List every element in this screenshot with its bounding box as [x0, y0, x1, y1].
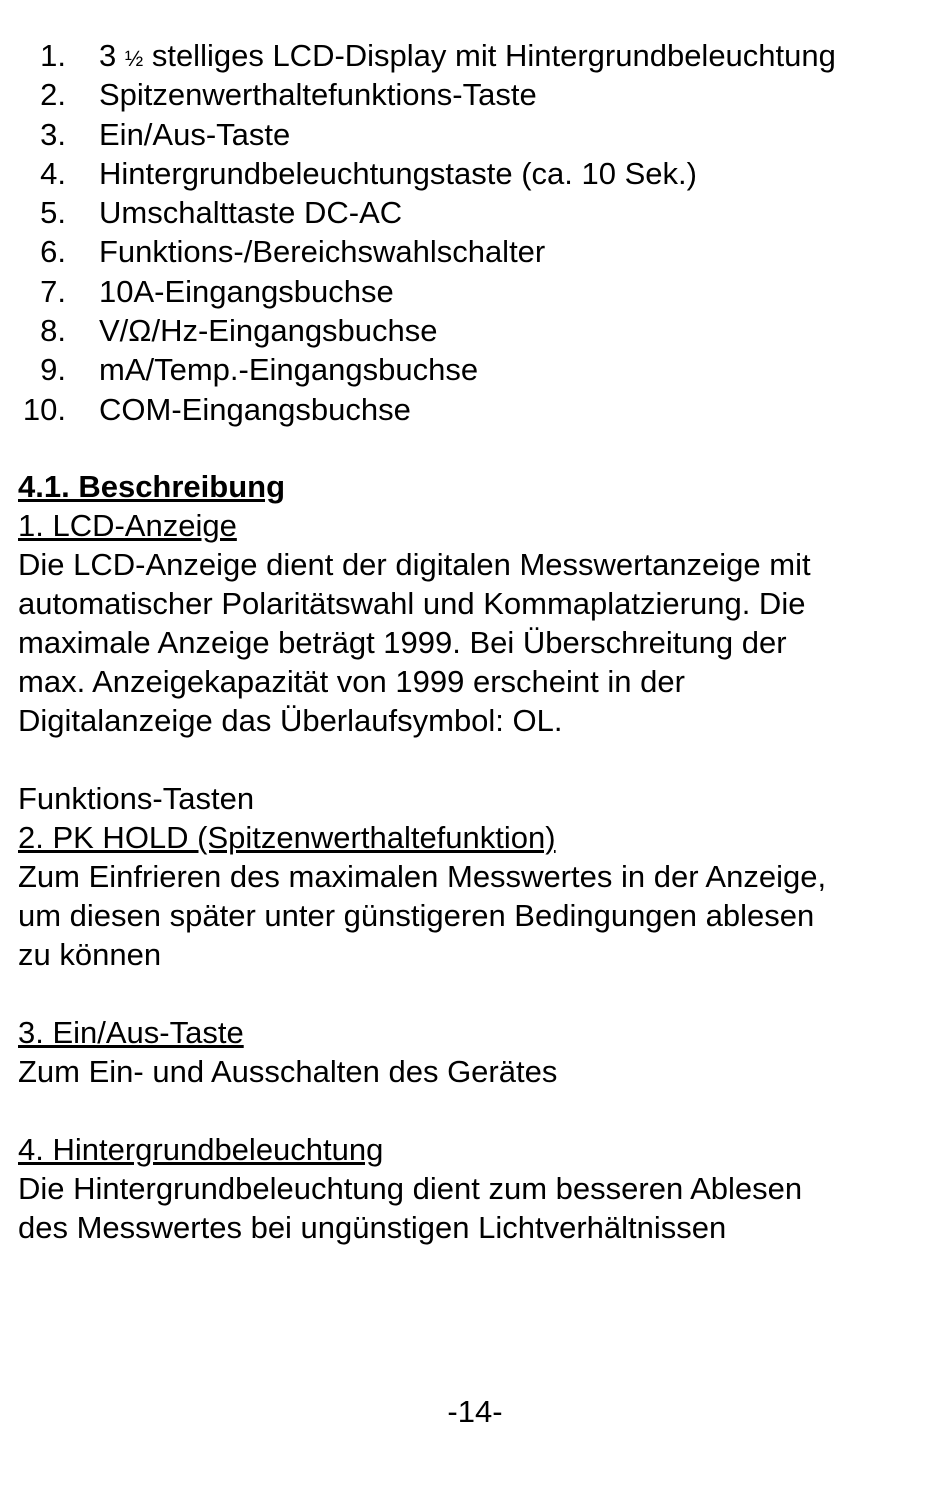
item-prefix: 3: [99, 38, 125, 73]
spacer: [18, 974, 928, 1013]
list-item: [0, 390, 950, 429]
list-item: [0, 115, 950, 154]
lcd-line: automatischer Polaritätswahl und Kommaplatzierung. Die: [18, 586, 806, 621]
power-key-title: 3. Ein/Aus-Taste: [18, 1015, 244, 1050]
section-heading: 4.1. Beschreibung: [18, 469, 286, 504]
item-label: COM-Eingangsbuchse: [99, 391, 411, 427]
backlight-line: des Messwertes bei ungünstigen Lichtverhältnissen: [18, 1210, 727, 1245]
item-label: mA/Temp.-Eingangsbuchse: [99, 352, 479, 388]
keys-label: Funktions-Tasten: [18, 781, 255, 816]
item-number: 4.: [40, 155, 66, 191]
power-key-line: Zum Ein- und Ausschalten des Gerätes: [18, 1054, 558, 1089]
pk-hold-line: zu können: [18, 937, 162, 972]
pk-hold-line: um diesen später unter günstigeren Bedingungen ablesen: [18, 898, 815, 933]
lcd-line: maximale Anzeige beträgt 1999. Bei Überschreitung der: [18, 625, 787, 660]
list-item: [0, 75, 950, 114]
list-item: [0, 272, 950, 311]
item-number: 3.: [40, 116, 66, 152]
fraction-half: ½: [124, 46, 144, 71]
item-number: 8.: [40, 313, 66, 349]
list-item: [0, 311, 950, 350]
item-number: 9.: [40, 352, 66, 388]
item-label: Hintergrundbeleuchtungstaste (ca. 10 Sek.): [99, 155, 697, 191]
item-number: 5.: [40, 195, 66, 231]
list-item: [0, 350, 950, 389]
item-number: 2.: [40, 77, 66, 113]
component-list: [0, 36, 950, 429]
description-section: [18, 467, 928, 1247]
page-number: -14-: [447, 1394, 503, 1429]
item-label: stelliges LCD-Display mit Hintergrundbeleuchtung: [143, 38, 836, 73]
item-label: 10A-Eingangsbuchse: [99, 273, 394, 309]
list-item: [0, 154, 950, 193]
pk-hold-title: 2. PK HOLD (Spitzenwerthaltefunktion): [18, 820, 556, 855]
item-label: Umschalttaste DC-AC: [99, 195, 403, 231]
pk-hold-line: Zum Einfrieren des maximalen Messwertes in der Anzeige,: [18, 859, 827, 894]
list-item: [0, 36, 950, 75]
item-label: Funktions-/Bereichswahlschalter: [99, 234, 546, 270]
item-text: [99, 36, 836, 78]
item-number: 10.: [22, 391, 66, 427]
backlight-title: 4. Hintergrundbeleuchtung: [18, 1132, 384, 1167]
lcd-line: Die LCD-Anzeige dient der digitalen Messwertanzeige mit: [18, 547, 811, 582]
item-number: 6.: [40, 234, 66, 270]
list-item: [0, 232, 950, 271]
lcd-line: Digitalanzeige das Überlaufsymbol: OL.: [18, 703, 563, 738]
backlight-line: Die Hintergrundbeleuchtung dient zum besseren Ablesen: [18, 1171, 803, 1206]
lcd-line: max. Anzeigekapazität von 1999 erscheint in der: [18, 664, 685, 699]
spacer: [18, 1091, 928, 1130]
item-label: Spitzenwerthaltefunktions-Taste: [99, 77, 537, 113]
item-number: 7.: [40, 273, 66, 309]
list-item: [0, 193, 950, 232]
spacer: [18, 740, 928, 779]
item-label: V/Ω/Hz-Eingangsbuchse: [99, 313, 438, 349]
lcd-title: 1. LCD-Anzeige: [18, 508, 237, 543]
item-number: 1.: [40, 38, 66, 73]
item-label: Ein/Aus-Taste: [99, 116, 291, 152]
